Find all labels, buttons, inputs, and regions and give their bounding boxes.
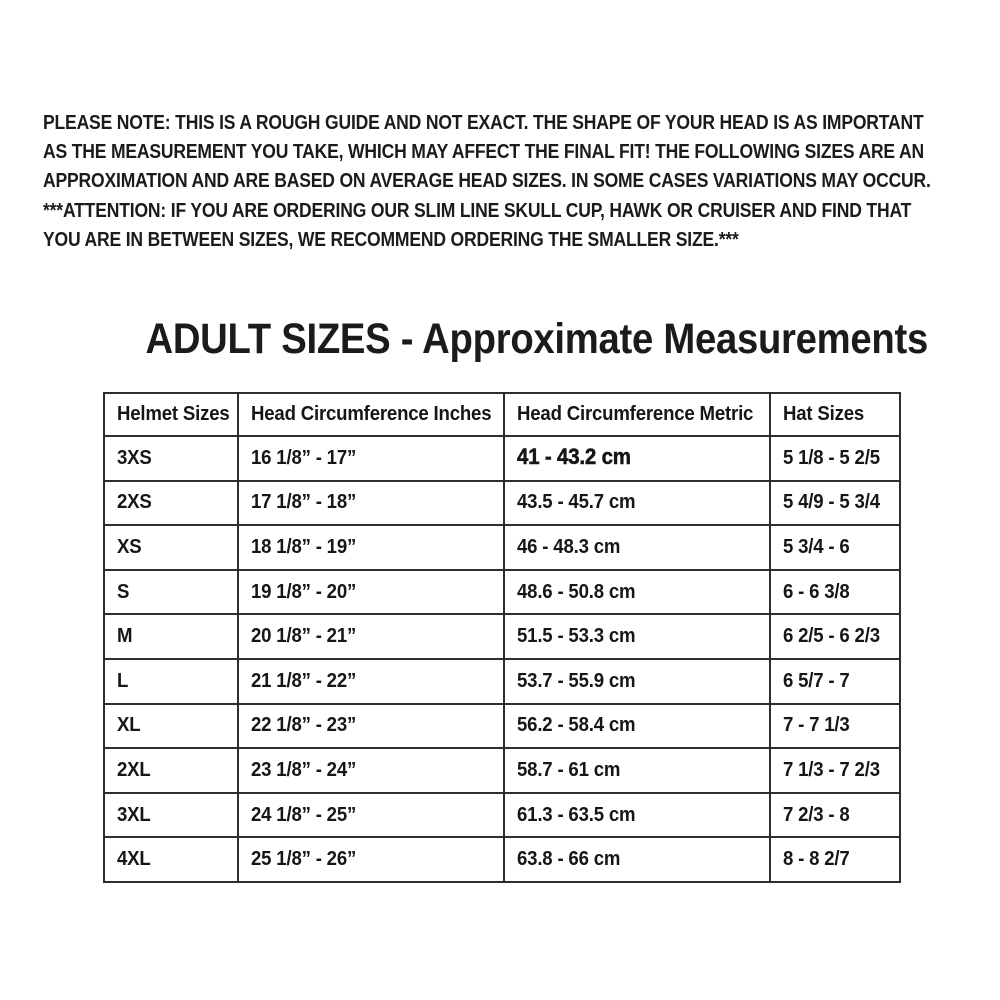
inches-range-cell: [238, 837, 504, 882]
inches-range-cell: [238, 748, 504, 793]
please-note-line-2-text: AS THE MEASUREMENT YOU TAKE, WHICH MAY AFFECT THE FINAL FIT! THE FOLLOWING SIZES ARE AN: [43, 139, 924, 163]
metric-range-cell-text: 41 - 43.2 cm: [517, 444, 631, 470]
inches-range-cell-text: 24 1/8” - 25”: [251, 803, 357, 826]
header-circumference-metric-text: Head Circumference Metric: [517, 403, 754, 425]
inches-range-cell: [238, 659, 504, 704]
header-helmet-sizes: [104, 393, 238, 436]
table-row: [104, 525, 900, 570]
metric-range-cell-text: 51.5 - 53.3 cm: [517, 625, 636, 648]
helmet-size-cell: [104, 748, 238, 793]
helmet-size-cell-text: 3XS: [117, 446, 152, 469]
inches-range-cell-text: 22 1/8” - 23”: [251, 714, 357, 737]
metric-range-cell: [504, 614, 770, 659]
page-title: [102, 316, 928, 364]
metric-range-cell-text: 53.7 - 55.9 cm: [517, 669, 636, 692]
hat-size-cell: [770, 525, 900, 570]
header-circumference-metric: [504, 393, 770, 436]
hat-size-cell-text: 8 - 8 2/7: [783, 848, 850, 871]
helmet-size-cell-text: 3XL: [117, 803, 151, 826]
helmet-size-cell: [104, 837, 238, 882]
hat-size-cell-text: 6 5/7 - 7: [783, 669, 850, 692]
helmet-size-cell: [104, 659, 238, 704]
helmet-size-cell-text: 2XL: [117, 758, 151, 781]
inches-range-cell: [238, 525, 504, 570]
header-hat-sizes-text: Hat Sizes: [783, 403, 865, 425]
metric-range-cell-text: 58.7 - 61 cm: [517, 758, 621, 781]
inches-range-cell-text: 17 1/8” - 18”: [251, 491, 357, 514]
metric-range-cell: [504, 525, 770, 570]
header-circumference-inches-text: Head Circumference Inches: [251, 403, 492, 425]
please-note-line-1-text: PLEASE NOTE: THIS IS A ROUGH GUIDE AND NOT EXACT. THE SHAPE OF YOUR HEAD IS AS IMPORTANT: [43, 111, 924, 134]
metric-range-cell-text: 56.2 - 58.4 cm: [517, 714, 636, 737]
inches-range-cell: [238, 704, 504, 749]
hat-size-cell-text: 6 2/5 - 6 2/3: [783, 625, 880, 648]
table-row: [104, 436, 900, 481]
hat-size-cell: [770, 570, 900, 615]
metric-range-cell: [504, 436, 770, 481]
metric-range-cell: [504, 704, 770, 749]
table-header-row: [104, 393, 900, 436]
helmet-size-cell: [104, 525, 238, 570]
helmet-size-cell-text: L: [117, 669, 129, 692]
hat-size-cell: [770, 793, 900, 838]
hat-size-cell: [770, 436, 900, 481]
please-note-line-1: [43, 109, 1000, 138]
inches-range-cell: [238, 436, 504, 481]
table-row: [104, 837, 900, 882]
hat-size-cell-text: 5 3/4 - 6: [783, 535, 850, 558]
header-hat-sizes: [770, 393, 900, 436]
metric-range-cell: [504, 659, 770, 704]
helmet-size-cell-text: 4XL: [117, 848, 151, 871]
hat-size-cell: [770, 659, 900, 704]
metric-range-cell-text: 46 - 48.3 cm: [517, 535, 621, 558]
helmet-size-cell-text: M: [117, 625, 133, 648]
attention-paragraph: [43, 197, 1000, 255]
hat-size-cell-text: 6 - 6 3/8: [783, 580, 850, 603]
page-title-text: ADULT SIZES - Approximate Measurements: [145, 316, 928, 363]
please-note-line-3: [43, 167, 1000, 196]
metric-range-cell-text: 63.8 - 66 cm: [517, 848, 621, 871]
hat-size-cell: [770, 704, 900, 749]
table-row: [104, 748, 900, 793]
metric-range-cell: [504, 570, 770, 615]
table-body: [104, 436, 900, 882]
inches-range-cell-text: 25 1/8” - 26”: [251, 848, 357, 871]
inches-range-cell-text: 18 1/8” - 19”: [251, 535, 357, 558]
inches-range-cell: [238, 793, 504, 838]
inches-range-cell-text: 19 1/8” - 20”: [251, 580, 357, 603]
metric-range-cell-text: 61.3 - 63.5 cm: [517, 803, 636, 826]
helmet-size-cell-text: XS: [117, 535, 142, 558]
please-note-line-2: [43, 138, 1000, 167]
inches-range-cell: [238, 481, 504, 526]
inches-range-cell: [238, 570, 504, 615]
helmet-size-cell: [104, 704, 238, 749]
hat-size-cell-text: 5 1/8 - 5 2/5: [783, 446, 880, 469]
helmet-size-cell-text: XL: [117, 714, 141, 737]
helmet-size-cell: [104, 481, 238, 526]
metric-range-cell: [504, 837, 770, 882]
inches-range-cell-text: 16 1/8” - 17”: [251, 446, 357, 469]
helmet-size-cell: [104, 570, 238, 615]
table-row: [104, 704, 900, 749]
attention-line-2: [43, 226, 1000, 255]
helmet-size-cell-text: 2XS: [117, 491, 152, 514]
table-row: [104, 481, 900, 526]
hat-size-cell-text: 7 1/3 - 7 2/3: [783, 758, 880, 781]
helmet-size-cell: [104, 793, 238, 838]
inches-range-cell-text: 23 1/8” - 24”: [251, 758, 357, 781]
metric-range-cell: [504, 748, 770, 793]
please-note-paragraph: [43, 109, 1000, 195]
attention-line-2-text: YOU ARE IN BETWEEN SIZES, WE RECOMMEND ORDERING THE SMALLER SIZE.***: [43, 227, 739, 251]
table-row: [104, 614, 900, 659]
inches-range-cell-text: 21 1/8” - 22”: [251, 669, 357, 692]
attention-line-1-text: ***ATTENTION: IF YOU ARE ORDERING OUR SLIM LINE SKULL CUP, HAWK OR CRUISER AND FIND THAT: [43, 199, 912, 222]
hat-size-cell: [770, 614, 900, 659]
header-circumference-inches: [238, 393, 504, 436]
hat-size-cell-text: 5 4/9 - 5 3/4: [783, 491, 880, 514]
hat-size-cell: [770, 748, 900, 793]
helmet-size-cell: [104, 436, 238, 481]
table-row: [104, 793, 900, 838]
metric-range-cell-text: 43.5 - 45.7 cm: [517, 491, 636, 514]
hat-size-cell: [770, 837, 900, 882]
helmet-size-cell-text: S: [117, 580, 130, 603]
metric-range-cell-text: 48.6 - 50.8 cm: [517, 580, 636, 603]
attention-line-1: [43, 197, 1000, 226]
metric-range-cell: [504, 481, 770, 526]
table-row: [104, 570, 900, 615]
table-row: [104, 659, 900, 704]
header-helmet-sizes-text: Helmet Sizes: [117, 403, 230, 425]
inches-range-cell: [238, 614, 504, 659]
hat-size-cell-text: 7 2/3 - 8: [783, 803, 850, 826]
hat-size-cell: [770, 481, 900, 526]
metric-range-cell: [504, 793, 770, 838]
hat-size-cell-text: 7 - 7 1/3: [783, 714, 850, 737]
adult-sizes-table: [103, 392, 901, 883]
please-note-line-3-text: APPROXIMATION AND ARE BASED ON AVERAGE HEAD SIZES. IN SOME CASES VARIATIONS MAY OCCUR.: [43, 168, 931, 192]
helmet-size-cell: [104, 614, 238, 659]
inches-range-cell-text: 20 1/8” - 21”: [251, 625, 357, 648]
